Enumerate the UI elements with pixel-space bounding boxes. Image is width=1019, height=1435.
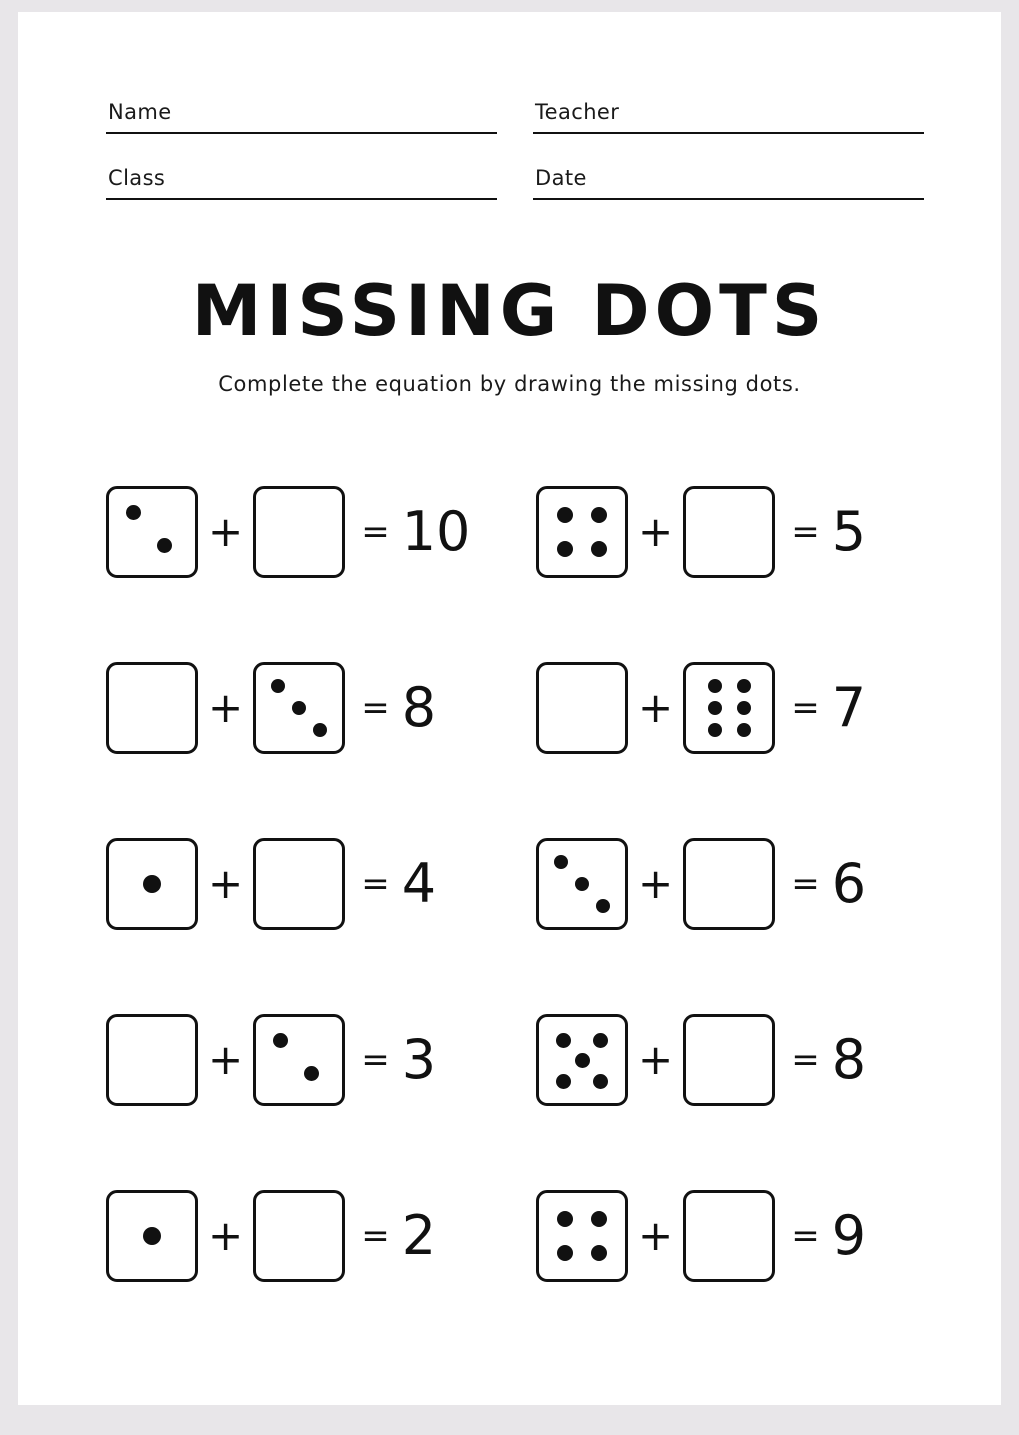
die-right-blank[interactable] (253, 838, 345, 930)
pip-dot (143, 875, 161, 893)
header-fields (106, 100, 924, 200)
pip-dot (557, 1211, 573, 1227)
die-left-blank[interactable] (106, 1014, 198, 1106)
die-left-blank[interactable] (106, 662, 198, 754)
write-line[interactable] (533, 198, 924, 200)
die-right-blank[interactable] (683, 486, 775, 578)
pip-dot (126, 505, 141, 520)
die-right-blank[interactable] (683, 838, 775, 930)
plus-symbol: + (208, 683, 244, 732)
equation-row (520, 620, 950, 796)
field-teacher (515, 100, 924, 134)
page-title: MISSING DOTS (191, 270, 828, 352)
die-right-filled[interactable] (253, 1014, 345, 1106)
sum-value: 3 (401, 1028, 437, 1091)
pip-dot (737, 701, 751, 715)
pip-dot (143, 1227, 161, 1245)
plus-symbol: + (638, 683, 674, 732)
sum-value: 2 (401, 1204, 437, 1267)
worksheet-page (18, 12, 1001, 1405)
die-right-filled[interactable] (683, 662, 775, 754)
pip-dot (591, 507, 607, 523)
equation-row (520, 1148, 950, 1324)
field-date (515, 166, 924, 200)
pip-dot (273, 1033, 288, 1048)
plus-symbol: + (638, 1211, 674, 1260)
equals-symbol: = (361, 1040, 390, 1080)
die-left-filled[interactable] (536, 1014, 628, 1106)
pip-dot (575, 1053, 590, 1068)
write-line[interactable] (106, 198, 497, 200)
pip-dot (556, 1033, 571, 1048)
pip-dot (737, 723, 751, 737)
pip-dot (591, 541, 607, 557)
sum-value: 6 (831, 852, 867, 915)
equals-symbol: = (361, 512, 390, 552)
write-line[interactable] (533, 132, 924, 134)
plus-symbol: + (208, 507, 244, 556)
pip-dot (708, 701, 722, 715)
die-right-blank[interactable] (253, 486, 345, 578)
pip-dot (708, 679, 722, 693)
pip-dot (591, 1245, 607, 1261)
die-left-filled[interactable] (536, 486, 628, 578)
pip-dot (292, 701, 306, 715)
pip-dot (557, 507, 573, 523)
equals-symbol: = (361, 1216, 390, 1256)
pip-dot (157, 538, 172, 553)
die-right-blank[interactable] (683, 1190, 775, 1282)
die-left-blank[interactable] (536, 662, 628, 754)
write-line[interactable] (106, 132, 497, 134)
equation-row (520, 444, 950, 620)
sum-value: 10 (401, 500, 471, 563)
pip-dot (737, 679, 751, 693)
die-right-blank[interactable] (683, 1014, 775, 1106)
field-label: Date (535, 166, 587, 190)
problem-grid (90, 444, 950, 1324)
die-right-blank[interactable] (253, 1190, 345, 1282)
equals-symbol: = (791, 1216, 820, 1256)
equation-row (90, 444, 520, 620)
pip-dot (593, 1074, 608, 1089)
pip-dot (304, 1066, 319, 1081)
plus-symbol: + (208, 1035, 244, 1084)
pip-dot (593, 1033, 608, 1048)
plus-symbol: + (638, 507, 674, 556)
field-label: Class (108, 166, 166, 190)
equals-symbol: = (361, 864, 390, 904)
pip-dot (591, 1211, 607, 1227)
sum-value: 4 (401, 852, 437, 915)
pip-dot (575, 877, 589, 891)
field-label: Teacher (535, 100, 620, 124)
equals-symbol: = (791, 864, 820, 904)
pip-dot (557, 1245, 573, 1261)
pip-dot (554, 855, 568, 869)
pip-dot (557, 541, 573, 557)
plus-symbol: + (208, 1211, 244, 1260)
sum-value: 8 (831, 1028, 867, 1091)
equals-symbol: = (361, 688, 390, 728)
field-class (106, 166, 515, 200)
plus-symbol: + (638, 1035, 674, 1084)
pip-dot (708, 723, 722, 737)
equation-row (90, 1148, 520, 1324)
equation-row (90, 620, 520, 796)
die-left-filled[interactable] (106, 838, 198, 930)
die-left-filled[interactable] (536, 838, 628, 930)
die-right-filled[interactable] (253, 662, 345, 754)
plus-symbol: + (638, 859, 674, 908)
die-left-filled[interactable] (106, 486, 198, 578)
equation-row (90, 972, 520, 1148)
equals-symbol: = (791, 512, 820, 552)
sum-value: 9 (831, 1204, 867, 1267)
pip-dot (596, 899, 610, 913)
field-name (106, 100, 515, 134)
sum-value: 7 (831, 676, 867, 739)
equals-symbol: = (791, 1040, 820, 1080)
die-left-filled[interactable] (106, 1190, 198, 1282)
equals-symbol: = (791, 688, 820, 728)
plus-symbol: + (208, 859, 244, 908)
page-subtitle: Complete the equation by drawing the missing dots. (218, 372, 801, 396)
pip-dot (556, 1074, 571, 1089)
sum-value: 5 (831, 500, 867, 563)
equation-row (520, 796, 950, 972)
pip-dot (313, 723, 327, 737)
equation-row (90, 796, 520, 972)
equation-row (520, 972, 950, 1148)
sum-value: 8 (401, 676, 437, 739)
pip-dot (271, 679, 285, 693)
die-left-filled[interactable] (536, 1190, 628, 1282)
field-label: Name (108, 100, 172, 124)
